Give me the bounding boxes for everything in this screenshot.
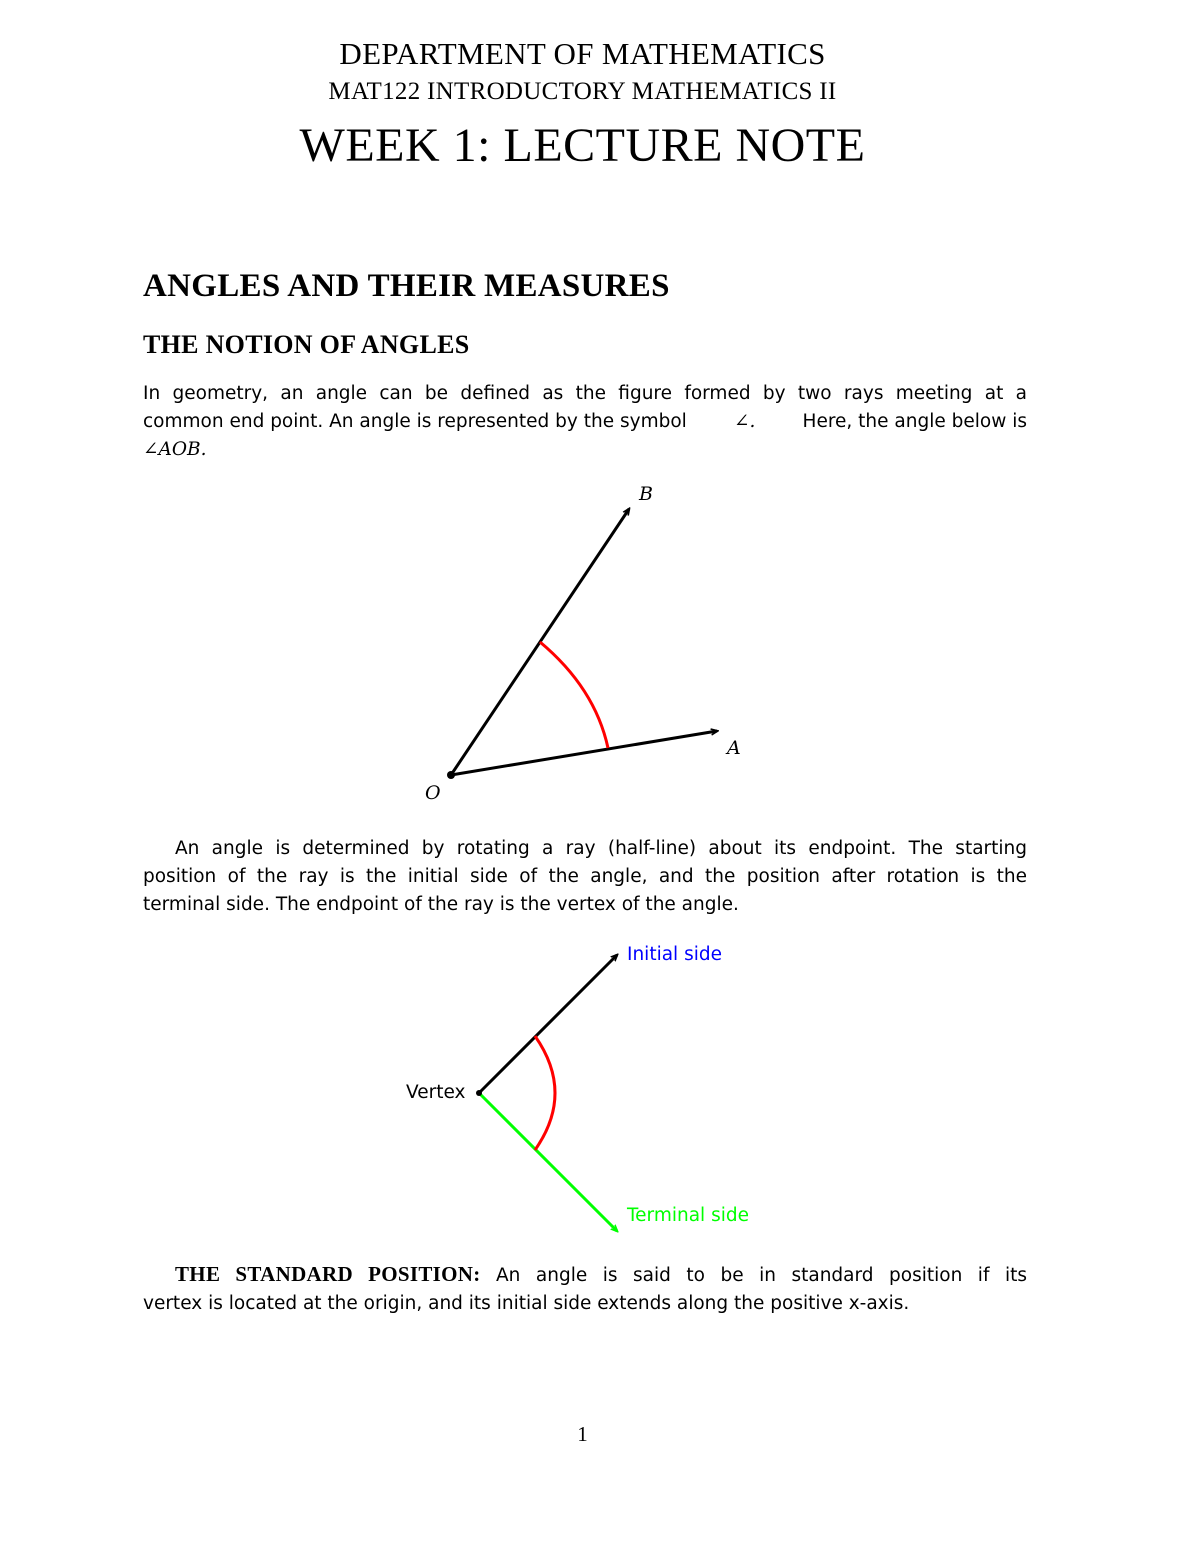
angle-symbol: ∠. [733, 411, 756, 432]
paragraph-line: position of the ray is the initial side of the angle, and the position after rotation is the [143, 866, 1027, 887]
vertex-point [476, 1090, 482, 1096]
paragraph-text: common end point. An angle is represented by the symbol [143, 411, 687, 432]
paragraph-text: An angle is said to be in standard position if its [496, 1265, 1028, 1286]
subsection-heading: THE NOTION OF ANGLES [143, 330, 470, 359]
course-heading: MAT122 INTRODUCTORY MATHEMATICS II [328, 78, 837, 105]
angle-aob-figure [447, 509, 717, 779]
label-o: O [425, 782, 441, 804]
page-title: WEEK 1: LECTURE NOTE [299, 119, 866, 172]
rotation-arc [535, 1036, 555, 1150]
angle-arc [540, 642, 608, 748]
label-initial-side: Initial side [627, 944, 722, 965]
angle-notation: ∠AOB. [143, 439, 207, 460]
paragraph-standard-position [143, 1260, 1027, 1318]
ray-oa [451, 731, 717, 775]
initial-terminal-figure [476, 955, 617, 1231]
paragraph-line: In geometry, an angle can be defined as the figure formed by two rays meeting at a [143, 383, 1027, 404]
department-heading: DEPARTMENT OF MATHEMATICS [339, 36, 826, 71]
terminal-side-ray [479, 1093, 617, 1231]
paragraph-text: Here, the angle below is [802, 411, 1027, 432]
bold-term: THE STANDARD POSITION: [175, 1262, 481, 1286]
paragraph-line: An angle is determined by rotating a ray (half-line) about its endpoint. The starting [175, 838, 1027, 859]
paragraph-line: terminal side. The endpoint of the ray is the vertex of the angle. [143, 894, 739, 915]
paragraph-line [143, 1260, 1027, 1290]
label-terminal-side: Terminal side [627, 1205, 749, 1226]
paragraph-rotation [143, 835, 1027, 919]
label-b: B [639, 483, 653, 505]
label-vertex: Vertex [406, 1082, 466, 1103]
section-heading: ANGLES AND THEIR MEASURES [143, 268, 670, 304]
page-number: 1 [577, 1422, 588, 1446]
label-a: A [727, 737, 741, 759]
initial-side-ray [479, 955, 617, 1093]
vertex-point [447, 771, 455, 779]
paragraph-line: vertex is located at the origin, and its initial side extends along the positive x-axis. [143, 1293, 910, 1314]
